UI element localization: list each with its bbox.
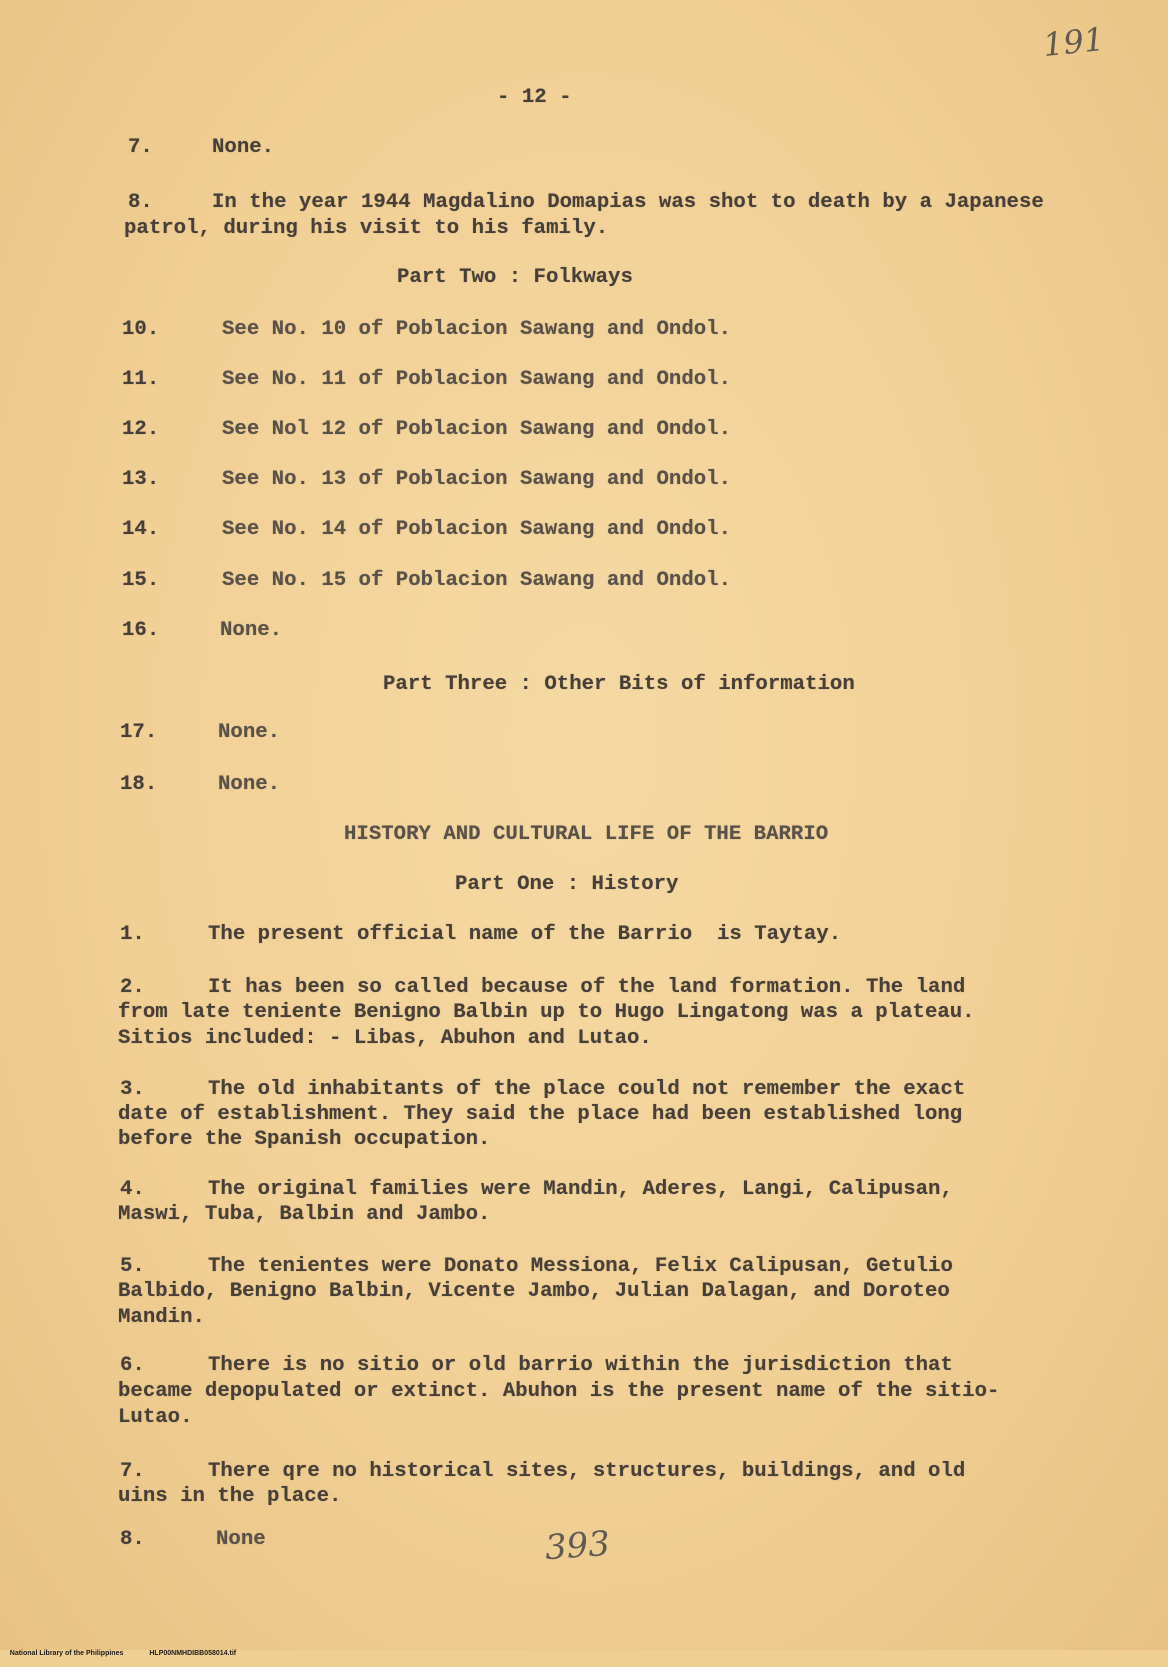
history-item-6-text-line-2: became depopulated or extinct. Abuhon is the present name of the sitio- xyxy=(118,1380,1000,1403)
footer-file-name: HLP00NMHDIBB058014.tif xyxy=(149,1650,237,1657)
history-item-1-number: 1. xyxy=(120,923,145,946)
part-one-item-8-text-line-2: patrol, during his visit to his family. xyxy=(124,217,609,240)
history-item-3-number: 3. xyxy=(120,1078,145,1101)
handwritten-folio-number: 191 xyxy=(1041,19,1106,65)
history-item-7-text-line-1: There qre no historical sites, structures, buildings, and old xyxy=(208,1460,966,1483)
part-two-item-10-number: 10. xyxy=(122,318,160,341)
part-three-item-18-number: 18. xyxy=(120,773,158,796)
history-item-8-text: None xyxy=(216,1528,266,1551)
part-two-item-11-number: 11. xyxy=(122,368,160,391)
history-item-4-number: 4. xyxy=(120,1178,145,1201)
history-item-5-text-line-3: Mandin. xyxy=(118,1306,205,1329)
history-item-3-text-line-2: date of establishment. They said the place had been established long xyxy=(118,1103,963,1126)
history-item-8-number: 8. xyxy=(120,1528,145,1551)
part-two-item-14-number: 14. xyxy=(122,518,160,541)
history-item-4-text-line-2: Maswi, Tuba, Balbin and Jambo. xyxy=(118,1203,491,1226)
history-item-1-text: The present official name of the Barrio is Taytay. xyxy=(208,923,842,946)
footer-library-name: National Library of the Philippines xyxy=(9,1650,124,1657)
history-item-6-number: 6. xyxy=(120,1354,145,1377)
barrio-history-title: HISTORY AND CULTURAL LIFE OF THE BARRIO xyxy=(344,823,829,846)
scan-footer xyxy=(2,1640,236,1667)
part-two-item-16-number: 16. xyxy=(122,619,160,642)
part-three-item-18-text: None. xyxy=(218,773,281,796)
part-one-item-8-number: 8. xyxy=(128,191,153,214)
part-two-item-15-text: See No. 15 of Poblacion Sawang and Ondol. xyxy=(222,569,731,592)
history-item-2-text-line-3: Sitios included: - Libas, Abuhon and Lutao. xyxy=(118,1027,652,1050)
part-one-item-7-number: 7. xyxy=(128,136,153,159)
part-three-heading: Part Three : Other Bits of information xyxy=(383,673,855,696)
history-item-6-text-line-1: There is no sitio or old barrio within the jurisdiction that xyxy=(208,1354,953,1377)
history-item-5-text-line-1: The tenientes were Donato Messiona, Felix Calipusan, Getulio xyxy=(208,1255,953,1278)
part-two-item-14-text: See No. 14 of Poblacion Sawang and Ondol. xyxy=(222,518,731,541)
history-item-5-number: 5. xyxy=(120,1255,145,1278)
history-item-4-text-line-1: The original families were Mandin, Aderes, Langi, Calipusan, xyxy=(208,1178,953,1201)
history-item-6-text-line-3: Lutao. xyxy=(118,1406,193,1429)
part-two-item-13-text: See No. 13 of Poblacion Sawang and Ondol. xyxy=(222,468,731,491)
history-item-5-text-line-2: Balbido, Benigno Balbin, Vicente Jambo, Julian Dalagan, and Doroteo xyxy=(118,1280,950,1303)
history-item-2-text-line-2: from late teniente Benigno Balbin up to Hugo Lingatong was a plateau. xyxy=(118,1001,975,1024)
history-item-7-text-line-2: uins in the place. xyxy=(118,1485,342,1508)
part-one-item-7-text: None. xyxy=(212,136,275,159)
history-item-7-number: 7. xyxy=(120,1460,145,1483)
part-two-item-12-number: 12. xyxy=(122,418,160,441)
history-item-3-text-line-3: before the Spanish occupation. xyxy=(118,1128,491,1151)
part-two-heading: Part Two : Folkways xyxy=(397,266,633,289)
part-two-item-16-text: None. xyxy=(220,619,283,642)
history-item-2-text-line-1: It has been so called because of the land formation. The land xyxy=(208,976,966,999)
page-number: - 12 - xyxy=(497,86,572,109)
part-one-item-8-text-line-1: In the year 1944 Magdalino Domapias was shot to death by a Japanese xyxy=(212,191,1044,214)
barrio-history-part-one-heading: Part One : History xyxy=(455,873,679,896)
handwritten-bottom-number: 393 xyxy=(543,1523,612,1569)
part-two-item-11-text: See No. 11 of Poblacion Sawang and Ondol. xyxy=(222,368,731,391)
part-three-item-17-number: 17. xyxy=(120,721,158,744)
part-three-item-17-text: None. xyxy=(218,721,281,744)
part-two-item-10-text: See No. 10 of Poblacion Sawang and Ondol. xyxy=(222,318,731,341)
part-two-item-15-number: 15. xyxy=(122,569,160,592)
history-item-3-text-line-1: The old inhabitants of the place could not remember the exact xyxy=(208,1078,966,1101)
history-item-2-number: 2. xyxy=(120,976,145,999)
part-two-item-12-text: See Nol 12 of Poblacion Sawang and Ondol. xyxy=(222,418,731,441)
part-two-item-13-number: 13. xyxy=(122,468,160,491)
